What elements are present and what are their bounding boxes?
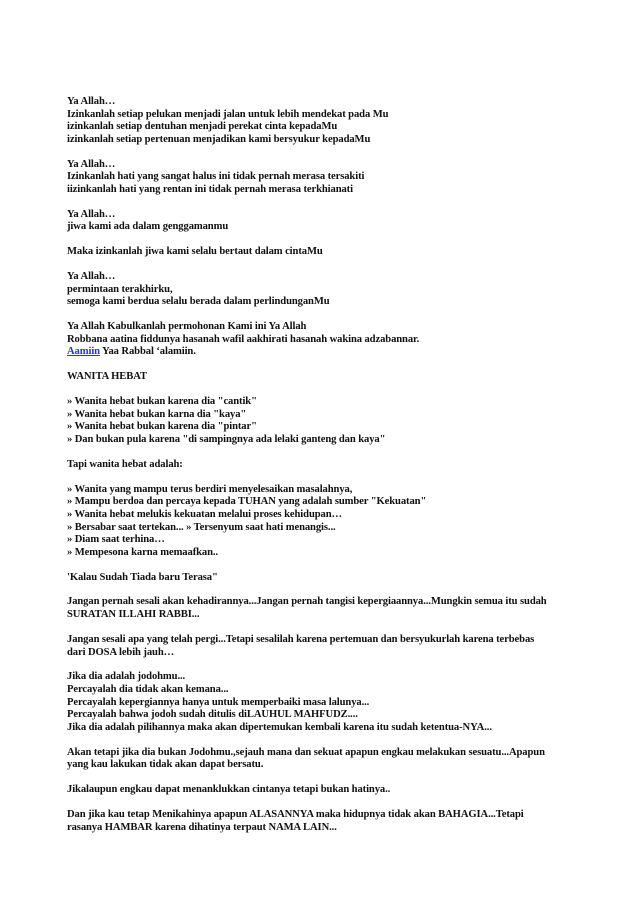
paragraph-body	[67, 634, 587, 659]
document-body	[67, 96, 587, 847]
text-line: SURATAN ILLAHI RABBI...	[67, 609, 200, 621]
section-heading-kalau-sudah	[67, 572, 587, 585]
text-line: izinkanlah setiap dentuhan menjadi perekat cinta kepadaMu	[67, 121, 338, 133]
paragraph-prayer-1	[67, 96, 587, 146]
text-line: iizinkanlah hati yang rentan ini tidak pernah merasa terkhianati	[67, 183, 353, 195]
text-line: Dan jika kau tetap Menikahinya apapun ALASANNYA maka hidupnya tidak akan BAHAGIA...Tetapi	[67, 809, 524, 821]
text-line: Ya Allah Kabulkanlah permohonan Kami ini Ya Allah	[67, 321, 307, 333]
list-qualities	[67, 484, 587, 560]
text-fragment: Yaa Rabbal ‘alamiin.	[99, 346, 196, 358]
list-item: » Bersabar saat tertekan... » Tersenyum saat hati menangis...	[67, 521, 336, 533]
text-line: Robbana aatina fiddunya hasanah wafil aakhirati hasanah wakina adzabannar.	[67, 333, 420, 345]
paragraph-body	[67, 809, 587, 834]
section-heading-wanita-hebat	[67, 371, 587, 384]
text-line: yang kau lakukan tidak akan dapat bersatu.	[67, 759, 264, 771]
paragraph-body	[67, 671, 587, 734]
list-item: » Wanita hebat bukan karna dia "kaya"	[67, 408, 247, 420]
list-item: » Mempesona karna memaafkan..	[67, 546, 218, 558]
list-item: » Mampu berdoa dan percaya kepada TUHAN yang adalah sumber "Kekuatan"	[67, 496, 427, 508]
paragraph-body	[67, 747, 587, 772]
list-item: » Wanita hebat bukan karena dia "pintar"	[67, 421, 257, 433]
text-line: jiwa kami ada dalam genggamanmu	[67, 221, 229, 233]
paragraph-prayer-2	[67, 159, 587, 197]
paragraph-body	[67, 596, 587, 621]
paragraph-prayer-3	[67, 209, 587, 234]
paragraph-prayer-4	[67, 246, 587, 259]
text-line: Izinkanlah setiap pelukan menjadi jalan untuk lebih mendekat pada Mu	[67, 108, 389, 120]
list-item: » Wanita yang mampu terus berdiri menyelesaikan masalahnya,	[67, 483, 353, 495]
paragraph-body	[67, 784, 587, 797]
heading-text: 'Kalau Sudah Tiada baru Terasa"	[67, 571, 218, 583]
text-line: Ya Allah…	[67, 158, 116, 170]
text-line: Ya Allah…	[67, 271, 116, 283]
text-line: Maka izinkanlah jiwa kami selalu bertaut dalam cintaMu	[67, 246, 323, 258]
heading-text: WANITA HEBAT	[67, 371, 147, 383]
text-line: Percayalah bahwa jodoh sudah ditulis diLAUHUL MAHFUDZ....	[67, 709, 358, 721]
paragraph-intro	[67, 459, 587, 472]
text-line: Ya Allah…	[67, 96, 116, 107]
aamiin-link[interactable]: Aamiin	[67, 346, 100, 358]
text-line: Percayalah dia tidak akan kemana...	[67, 684, 229, 696]
text-line: Tapi wanita hebat adalah:	[67, 458, 183, 470]
text-line: izinkanlah setiap pertenuan menjadikan kami bersyukur kepadaMu	[67, 133, 371, 145]
paragraph-prayer-6	[67, 321, 587, 359]
list-item: » Dan bukan pula karena "di sampingnya ada lelaki ganteng dan kaya"	[67, 433, 386, 445]
text-line: Akan tetapi jika dia bukan Jodohmu.,sejauh mana dan sekuat apapun engkau melakukan sesuatu...Apapun	[67, 746, 545, 758]
text-line: Jangan sesali apa yang telah pergi...Tetapi sesalilah karena pertemuan dan bersyukurlah karena terbebas	[67, 633, 535, 645]
list-not-because	[67, 396, 587, 446]
text-line: semoga kami berdua selalu berada dalam perlindunganMu	[67, 296, 330, 308]
paragraph-prayer-5	[67, 271, 587, 309]
text-line: Izinkanlah hati yang sangat halus ini tidak pernah merasa tersakiti	[67, 171, 365, 183]
text-line: Jika dia adalah jodohmu...	[67, 671, 186, 683]
list-item: » Wanita hebat melukis kekuatan melalui proses kehidupan…	[67, 508, 343, 520]
list-item: » Diam saat terhina…	[67, 534, 165, 546]
text-line: Jangan pernah sesali akan kehadirannya...Jangan pernah tangisi kepergiaannya...Mungkin semua itu sudah	[67, 596, 547, 608]
text-line	[67, 346, 587, 359]
list-item: » Wanita hebat bukan karena dia "cantik"	[67, 396, 257, 408]
text-line: Jikalaupun engkau dapat menanklukkan cintanya tetapi bukan hatinya..	[67, 784, 391, 796]
text-line: Jika dia adalah pilihannya maka akan dipertemukan kembali karena itu sudah ketentua-NYA...	[67, 721, 492, 733]
text-line: dari DOSA lebih jauh…	[67, 646, 175, 658]
text-line: permintaan terakhirku,	[67, 283, 173, 295]
text-line: rasanya HAMBAR karena dihatinya terpaut NAMA LAIN...	[67, 821, 337, 833]
text-line: Percayalah kepergiannya hanya untuk memperbaiki masa lalunya...	[67, 696, 370, 708]
text-line: Ya Allah…	[67, 208, 116, 220]
